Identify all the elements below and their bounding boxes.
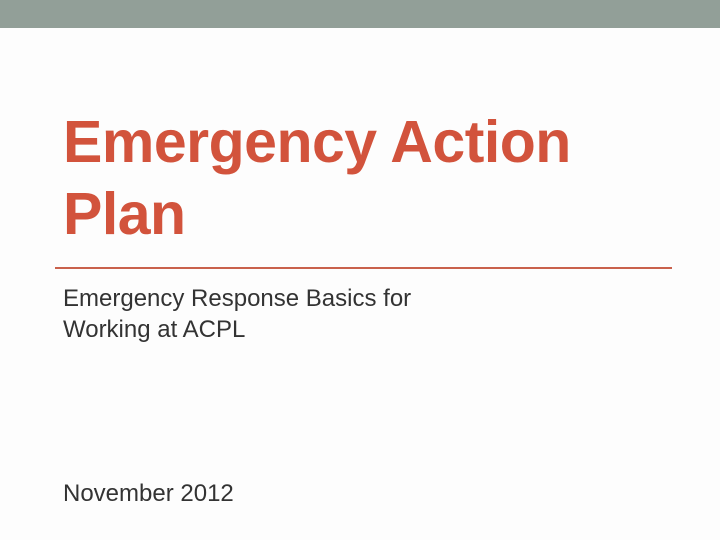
- slide-title: [63, 106, 683, 250]
- slide-title-line-1: Emergency Action: [63, 109, 571, 175]
- slide-subtitle-line-2: Working at ACPL: [63, 316, 246, 343]
- slide-title-line-2: Plan: [63, 181, 186, 247]
- slide-subtitle-line-1: Emergency Response Basics for: [63, 285, 412, 312]
- top-accent-bar: [0, 0, 720, 28]
- slide-date: November 2012: [63, 480, 234, 507]
- title-divider: [55, 267, 672, 269]
- slide-subtitle: [63, 283, 583, 345]
